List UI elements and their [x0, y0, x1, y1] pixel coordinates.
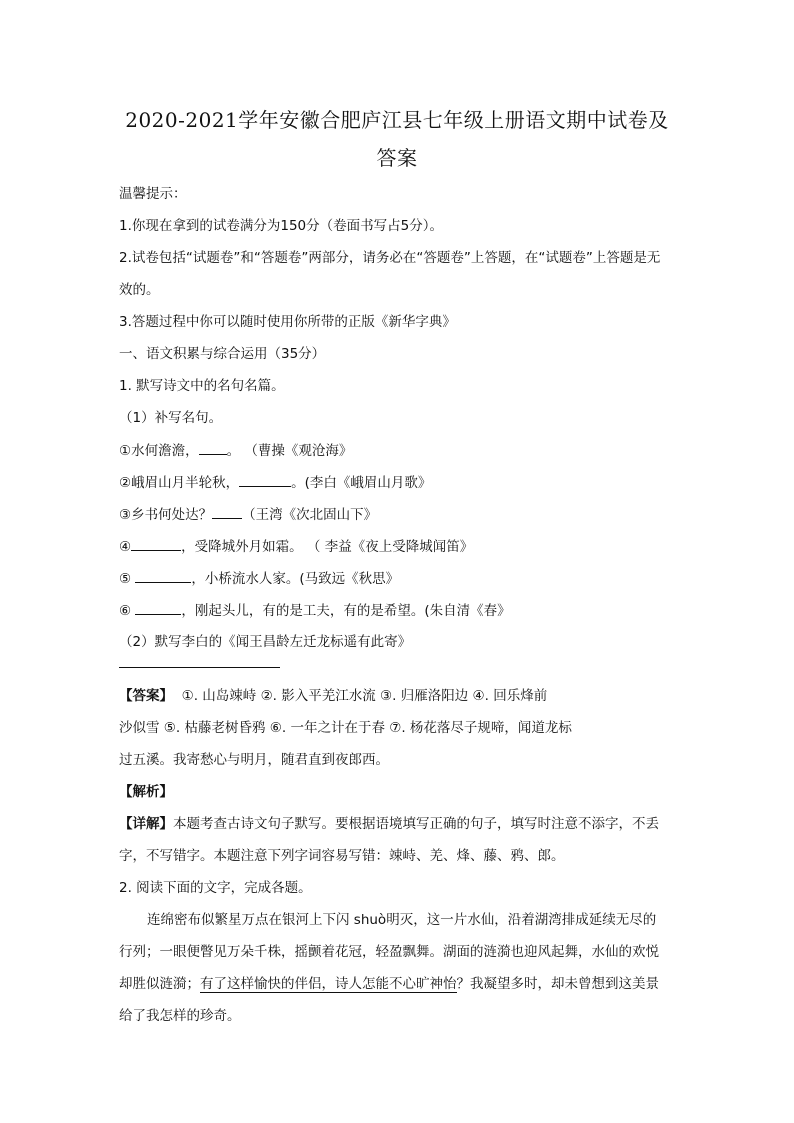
fill-item-6: ⑥ ，刚起头儿，有的是工夫，有的是希望。(朱自清《春》 [119, 603, 511, 619]
fill-item-5: ⑤ ，小桥流水人家。(马致远《秋思》 [119, 571, 400, 587]
passage-line-3: 却胜似涟漪；有了这样愉快的伴侣，诗人怎能不心旷神怡？我凝望多时，却未曾想到这美景 [119, 976, 659, 992]
fill-item-3: ③乡书何处达？ （王湾《次北固山下》 [119, 507, 378, 523]
question-1-part-2: （2）默写李白的《闻王昌龄左迁龙标遥有此寄》 [119, 634, 412, 650]
document-title-line-2: 答案 [376, 146, 418, 170]
document-title-line-1: 2020-2021学年安徽合肥庐江县七年级上册语文期中试卷及 [125, 108, 669, 132]
passage-line-4: 给了我怎样的珍奇。 [119, 1008, 241, 1024]
answer-line-1: 【答案】 ①. 山岛竦峙 ②. 影入平羌江水流 ③. 归雁洛阳边 ④. 回乐烽前 [119, 688, 548, 704]
fill-blank [199, 442, 227, 455]
tip-item-2-line-2: 效的。 [119, 282, 160, 298]
fill-blank [135, 602, 181, 615]
question-1: 1. 默写诗文中的名句名篇。 [119, 378, 285, 394]
answer-line-2: 沙似雪 ⑤. 枯藤老树昏鸦 ⑥. 一年之计在于春 ⑦. 杨花落尽子规啼，闻道龙标 [119, 720, 572, 736]
tip-item-2-line-1: 2.试卷包括“试题卷”和“答题卷”两部分，请务必在“答题卷”上答题，在“试题卷”上答题是无 [119, 250, 661, 266]
fill-blank [239, 474, 291, 487]
tips-heading: 温馨提示： [119, 186, 187, 202]
question-2-heading: 2. 阅读下面的文字，完成各题。 [119, 880, 312, 896]
section-1-heading: 一、语文积累与综合运用（35分） [119, 346, 326, 362]
answer-label: 【答案】 [119, 688, 173, 704]
detail-label: 【详解】 [119, 816, 173, 832]
tip-item-3: 3.答题过程中你可以随时使用你所带的正版《新华字典》 [119, 314, 456, 330]
fill-blank [131, 538, 181, 551]
answer-line [119, 667, 280, 668]
answer-line-3: 过五溪。我寄愁心与明月，随君直到夜郎西。 [119, 752, 389, 768]
fill-blank [135, 570, 191, 583]
analysis-detail-line-2: 字，不写错字。本题注意下列字词容易写错：竦峙、羌、烽、藤、鸦、郎。 [119, 848, 565, 864]
passage-line-2: 行列；一眼便瞥见万朵千株，摇颤着花冠，轻盈飘舞。湖面的涟漪也迎风起舞，水仙的欢悦 [119, 944, 659, 960]
passage-line-1: 连绵密布似繁星万点在银河上下闪 shuò明灭，这一片水仙，沿着湖湾排成延续无尽的 [147, 912, 657, 928]
fill-item-2: ②峨眉山月半轮秋， 。(李白《峨眉山月歌》 [119, 475, 432, 491]
tip-item-1: 1.你现在拿到的试卷满分为150分（卷面书写占5分）。 [119, 218, 443, 234]
fill-item-1: ①水何澹澹， 。 （曹操《观沧海》 [119, 443, 353, 459]
analysis-label: 【解析】 [119, 784, 173, 800]
fill-item-4: ④ ，受降城外月如霜。 （ 李益《夜上受降城闻笛》 [119, 539, 474, 555]
fill-blank [212, 506, 242, 519]
question-1-part-1: （1）补写名句。 [119, 410, 223, 426]
underlined-sentence: 有了这样愉快的伴侣，诗人怎能不心旷神怡 [200, 976, 457, 992]
analysis-detail-line-1: 【详解】本题考查古诗文句子默写。要根据语境填写正确的句子，填写时注意不添字，不丢 [119, 816, 659, 832]
